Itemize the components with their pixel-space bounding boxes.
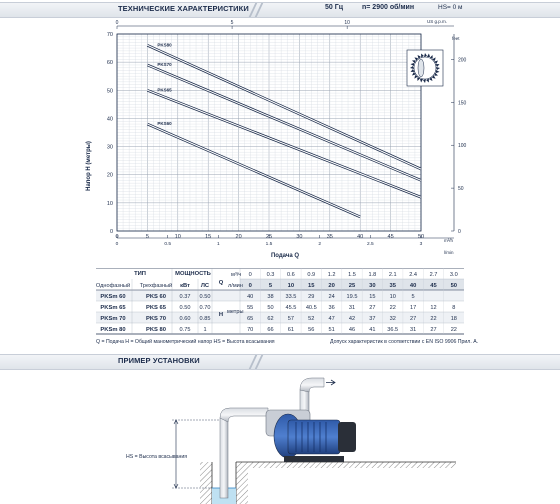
speed-label: n= 2900 об/мин xyxy=(362,4,415,11)
q-m3h-value: 1.8 xyxy=(368,272,377,278)
model-three: PKS 80 xyxy=(146,327,166,333)
feet-tick-label: 50 xyxy=(458,186,464,193)
head-value: 27 xyxy=(369,305,376,311)
head-value: 65 xyxy=(247,316,254,322)
head-value: 57 xyxy=(287,316,295,322)
q-m3h-value: 2.4 xyxy=(409,272,417,278)
head-value: 61 xyxy=(287,327,295,333)
x-tick-label: 5 xyxy=(145,234,149,240)
head-value: 38 xyxy=(267,294,274,300)
series-label: PKS70 xyxy=(157,61,172,67)
q-lmin-value: 0 xyxy=(248,283,252,289)
head-value: 22 xyxy=(450,327,457,333)
q-m3h-value: 1.2 xyxy=(327,272,336,278)
performance-chart xyxy=(0,16,560,284)
tolerance-note: Допуск характеристик в соответствии с EN ISO 9906 Прил. A. xyxy=(330,339,479,345)
power-hp: 0.50 xyxy=(199,294,211,300)
head-value: 8 xyxy=(452,305,456,311)
head-value: 56 xyxy=(308,327,315,333)
head-value: 36.5 xyxy=(387,327,399,333)
x-axis-unit-top: US g.p.m. xyxy=(427,19,448,24)
suction-height-label: HS= 0 м xyxy=(438,4,463,11)
model-single: PKSm 80 xyxy=(100,327,126,333)
m3h-tick-label: 0.5 xyxy=(164,242,172,247)
q-m3h-value: 1.5 xyxy=(348,272,356,278)
model-single: PKSm 70 xyxy=(100,316,126,322)
head-value: 27 xyxy=(430,327,437,333)
m3h-tick-label: 2 xyxy=(318,242,322,247)
q-lmin-value: 40 xyxy=(409,283,417,289)
q-lmin-value: 25 xyxy=(348,283,356,289)
x-tick-label: 30 xyxy=(296,234,303,240)
x-tick-label: 35 xyxy=(326,234,333,240)
head-value: 5 xyxy=(411,294,415,300)
hs-label: HS = Высота всасывания xyxy=(126,454,188,460)
m3h-tick-label: 0 xyxy=(115,242,119,247)
head-value: 55 xyxy=(247,305,254,311)
feet-tick-label: 100 xyxy=(458,143,467,150)
col-h: H xyxy=(218,312,224,318)
gpm-tick-label: 0 xyxy=(115,20,119,26)
power-kw: 0.37 xyxy=(179,294,191,300)
head-value: 10 xyxy=(389,294,396,300)
installation-title: ПРИМЕР УСТАНОВКИ xyxy=(118,356,200,365)
head-value: 37 xyxy=(369,316,376,322)
feet-tick-label: 0 xyxy=(458,229,461,235)
head-value: 50 xyxy=(267,305,274,311)
y-tick-label: 30 xyxy=(106,144,113,151)
head-value: 24 xyxy=(328,294,335,300)
x-tick-label: 40 xyxy=(357,234,364,240)
head-value: 31 xyxy=(409,327,417,333)
x-tick-label: 50 xyxy=(417,234,425,240)
gpm-tick-label: 5 xyxy=(230,20,234,26)
q-m3h-value: 3.0 xyxy=(449,272,458,278)
power-kw: 0.50 xyxy=(179,305,191,311)
y-tick-label: 70 xyxy=(106,32,113,38)
head-value: 17 xyxy=(409,305,417,311)
y-axis-unit-right: feet xyxy=(452,36,460,41)
head-value: 51 xyxy=(328,327,335,333)
col-m3h: м³/ч xyxy=(231,272,242,278)
x-tick-label: 0 xyxy=(115,234,119,240)
y-axis-label: Напор H (метры) xyxy=(86,141,92,191)
col-power: МОЩНОСТЬ xyxy=(175,271,211,277)
m3h-tick-label: 3 xyxy=(419,242,423,247)
power-hp: 0.85 xyxy=(199,316,211,322)
q-m3h-value: 0.9 xyxy=(307,272,316,278)
col-three-phase: Трехфазный xyxy=(139,283,173,289)
series-label: PKS65 xyxy=(157,87,172,93)
q-lmin-value: 5 xyxy=(268,283,273,289)
abbreviation-note: Q = Подача H = Общий манометрический напор HS = Высота всасывания xyxy=(96,339,275,345)
power-hp: 1 xyxy=(203,327,207,333)
ground xyxy=(200,462,456,504)
feet-tick-label: 200 xyxy=(458,57,467,64)
col-hp: ЛС xyxy=(200,283,210,289)
head-value: 22 xyxy=(389,305,396,311)
head-value: 40 xyxy=(247,294,254,300)
y-tick-label: 50 xyxy=(106,88,113,95)
q-lmin-value: 45 xyxy=(430,283,437,289)
x-axis-unit-mid: m³/h xyxy=(444,238,453,243)
q-lmin-value: 35 xyxy=(389,283,396,289)
col-meters: метры xyxy=(227,309,244,315)
pump xyxy=(266,410,356,462)
x-tick-label: 10 xyxy=(174,234,181,240)
performance-table xyxy=(0,268,560,338)
power-kw: 0.60 xyxy=(179,316,191,322)
q-lmin-value: 50 xyxy=(450,283,458,289)
y-tick-label: 40 xyxy=(106,116,113,123)
model-single: PKSm 60 xyxy=(100,294,126,300)
q-lmin-value: 20 xyxy=(328,283,335,289)
x-axis-unit-bottom: l/min xyxy=(444,250,454,255)
y-tick-label: 60 xyxy=(106,60,113,67)
head-value: 12 xyxy=(430,305,437,311)
y-tick-label: 0 xyxy=(109,229,113,235)
q-m3h-value: 2.7 xyxy=(429,272,438,278)
head-value: 32 xyxy=(389,316,396,322)
head-value: 62 xyxy=(267,316,274,322)
frequency-label: 50 Гц xyxy=(325,4,344,11)
x-tick-label: 45 xyxy=(387,234,394,240)
model-single: PKSm 65 xyxy=(100,305,126,311)
head-value: 47 xyxy=(328,316,335,322)
head-value: 15 xyxy=(369,294,376,300)
x-tick-label: 25 xyxy=(265,234,273,240)
q-lmin-value: 10 xyxy=(287,283,295,289)
gpm-tick-label: 10 xyxy=(344,20,350,26)
tech-specs-title: ТЕХНИЧЕСКИЕ ХАРАКТЕРИСТИКИ xyxy=(118,4,249,13)
head-value: 52 xyxy=(308,316,315,322)
impeller-disc xyxy=(414,57,436,79)
head-value: 33.5 xyxy=(285,294,297,300)
m3h-tick-label: 1.5 xyxy=(265,242,273,247)
head-value: 45.5 xyxy=(285,305,297,311)
q-m3h-value: 0.6 xyxy=(287,272,295,278)
head-value: 36 xyxy=(328,305,335,311)
impeller-hub xyxy=(418,59,424,77)
q-lmin-value: 15 xyxy=(308,283,315,289)
feet-tick-label: 150 xyxy=(458,100,467,107)
installation-header xyxy=(0,354,560,370)
x-tick-label: 20 xyxy=(235,234,242,240)
col-type: ТИП xyxy=(134,271,146,277)
col-q: Q xyxy=(218,280,224,286)
m3h-tick-label: 2.5 xyxy=(366,242,374,247)
col-kw: кВт xyxy=(180,283,190,289)
head-value: 66 xyxy=(267,327,274,333)
model-three: PKS 65 xyxy=(146,305,166,311)
head-value: 31 xyxy=(348,305,356,311)
head-value: 18 xyxy=(450,316,457,322)
model-three: PKS 60 xyxy=(146,294,166,300)
col-single-phase: Однофазный xyxy=(95,283,131,289)
impeller-icon xyxy=(407,50,443,86)
m3h-tick-label: 1 xyxy=(216,242,220,247)
y-tick-label: 20 xyxy=(106,172,113,179)
col-lmin: л/мин xyxy=(228,283,243,289)
head-value: 19.5 xyxy=(346,294,358,300)
x-axis-label: Подача Q xyxy=(270,253,300,259)
head-value: 40.5 xyxy=(305,305,317,311)
head-value: 27 xyxy=(409,316,417,322)
q-m3h-value: 0.3 xyxy=(266,272,275,278)
y-tick-label: 10 xyxy=(106,200,113,207)
q-m3h-value: 2.1 xyxy=(388,272,397,278)
q-lmin-value: 30 xyxy=(369,283,376,289)
head-value: 41 xyxy=(369,327,376,333)
head-value: 46 xyxy=(348,327,356,333)
head-value: 29 xyxy=(308,294,315,300)
x-tick-label: 15 xyxy=(205,234,212,240)
head-value: 42 xyxy=(348,316,356,322)
model-three: PKS 70 xyxy=(146,316,166,322)
head-value: 22 xyxy=(430,316,437,322)
series-label: PKS80 xyxy=(157,42,172,48)
power-kw: 0.75 xyxy=(179,327,191,333)
power-hp: 0.70 xyxy=(199,305,211,311)
q-m3h-value: 0 xyxy=(248,272,252,278)
series-label: PKS60 xyxy=(157,121,172,127)
head-value: 70 xyxy=(247,327,254,333)
installation-diagram xyxy=(0,370,560,504)
